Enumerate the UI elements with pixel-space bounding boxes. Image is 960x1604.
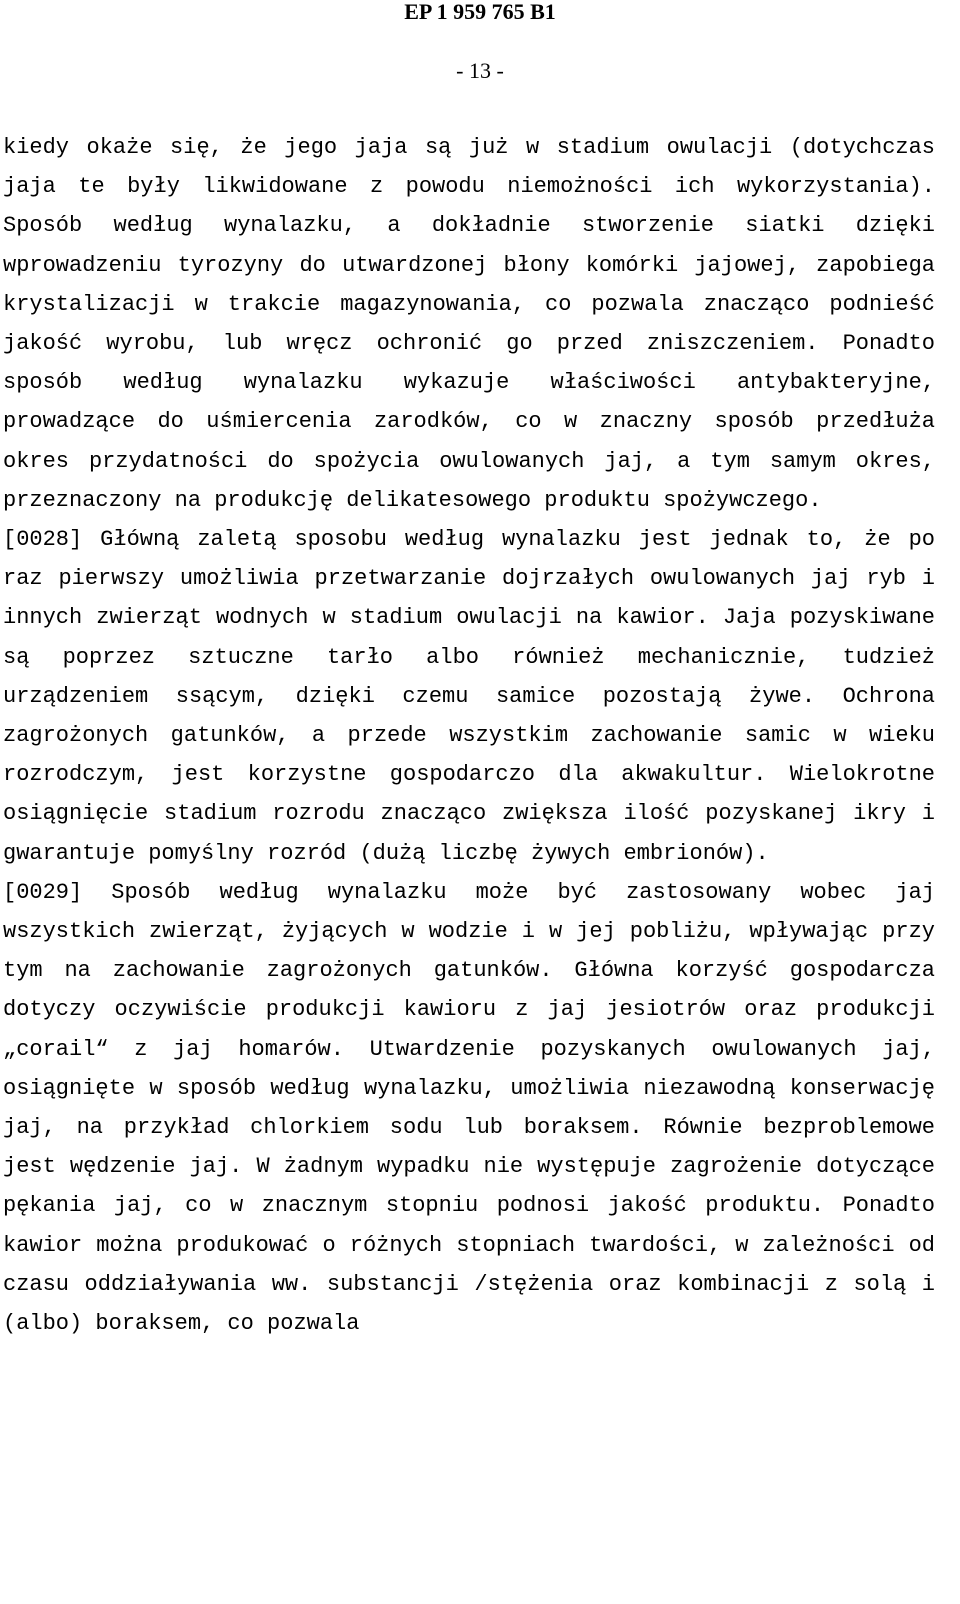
paragraph-0028: [0028] Główną zaletą sposobu według wynalazku jest jednak to, że po raz pierwszy umożliwia przetwarzanie dojrzałych owulowanych jaj ryb i innych zwierząt wodnych w stadium owulacji na kawior. Jaja pozyskiwane są poprzez sztuczne tarło albo również mechanicznie, tudzież urządzeniem ssącym, dzięki czemu samice pozostają żywe. Ochrona zagrożonych gatunków, a przede wszystkim zachowanie samic w wieku rozrodczym, jest korzystne gospodarczo dla akwakultur. Wielokrotne osiągnięcie stadium rozrodu znacząco zwiększa ilość pozyskanej ikry i gwarantuje pomyślny rozród (dużą liczbę żywych embrionów). — [3, 527, 935, 866]
paragraph-continuation: kiedy okaże się, że jego jaja są już w stadium owulacji (dotychczas jaja te były likwidowane z powodu niemożności ich wykorzystania). Sposób według wynalazku, a dokładnie stworzenie siatki dzięki wprowadzeniu tyrozyny do utwardzonej błony komórki jajowej, zapobiega krystalizacji w trakcie magazynowania, co pozwala znacząco podnieść jakość wyrobu, lub wręcz ochronić go przed zniszczeniem. Ponadto sposób według wynalazku wykazuje właściwości antybakteryjne, prowadzące do uśmiercenia zarodków, co w znaczny sposób przedłuża okres przydatności do spożycia owulowanych jaj, a tym samym okres, przeznaczony na produkcję delikatesowego produktu spożywczego. — [3, 135, 935, 513]
paragraph-0029: [0029] Sposób według wynalazku może być zastosowany wobec jaj wszystkich zwierząt, żyjących w wodzie i w jej pobliżu, wpływając przy tym na zachowanie zagrożonych gatunków. Główna korzyść gospodarcza dotyczy oczywiście produkcji kawioru z jaj jesiotrów oraz produkcji „corail“ z jaj homarów. Utwardzenie pozyskanych owulowanych jaj, osiągnięte w sposób według wynalazku, umożliwia niezawodną konserwację jaj, na przykład chlorkiem sodu lub boraksem. Równie bezproblemowe jest wędzenie jaj. W żadnym wypadku nie występuje zagrożenie dotyczące pękania jaj, co w znacznym stopniu podnosi jakość produktu. Ponadto kawior można produkować o różnych stopniach twardości, w zależności od czasu oddziaływania ww. substancji /stężenia oraz kombinacji z solą i (albo) boraksem, co pozwala — [3, 879, 935, 1337]
patent-number-header: EP 1 959 765 B1 — [404, 0, 556, 24]
document-body — [3, 128, 935, 1343]
page-number: - 13 - — [456, 58, 504, 83]
